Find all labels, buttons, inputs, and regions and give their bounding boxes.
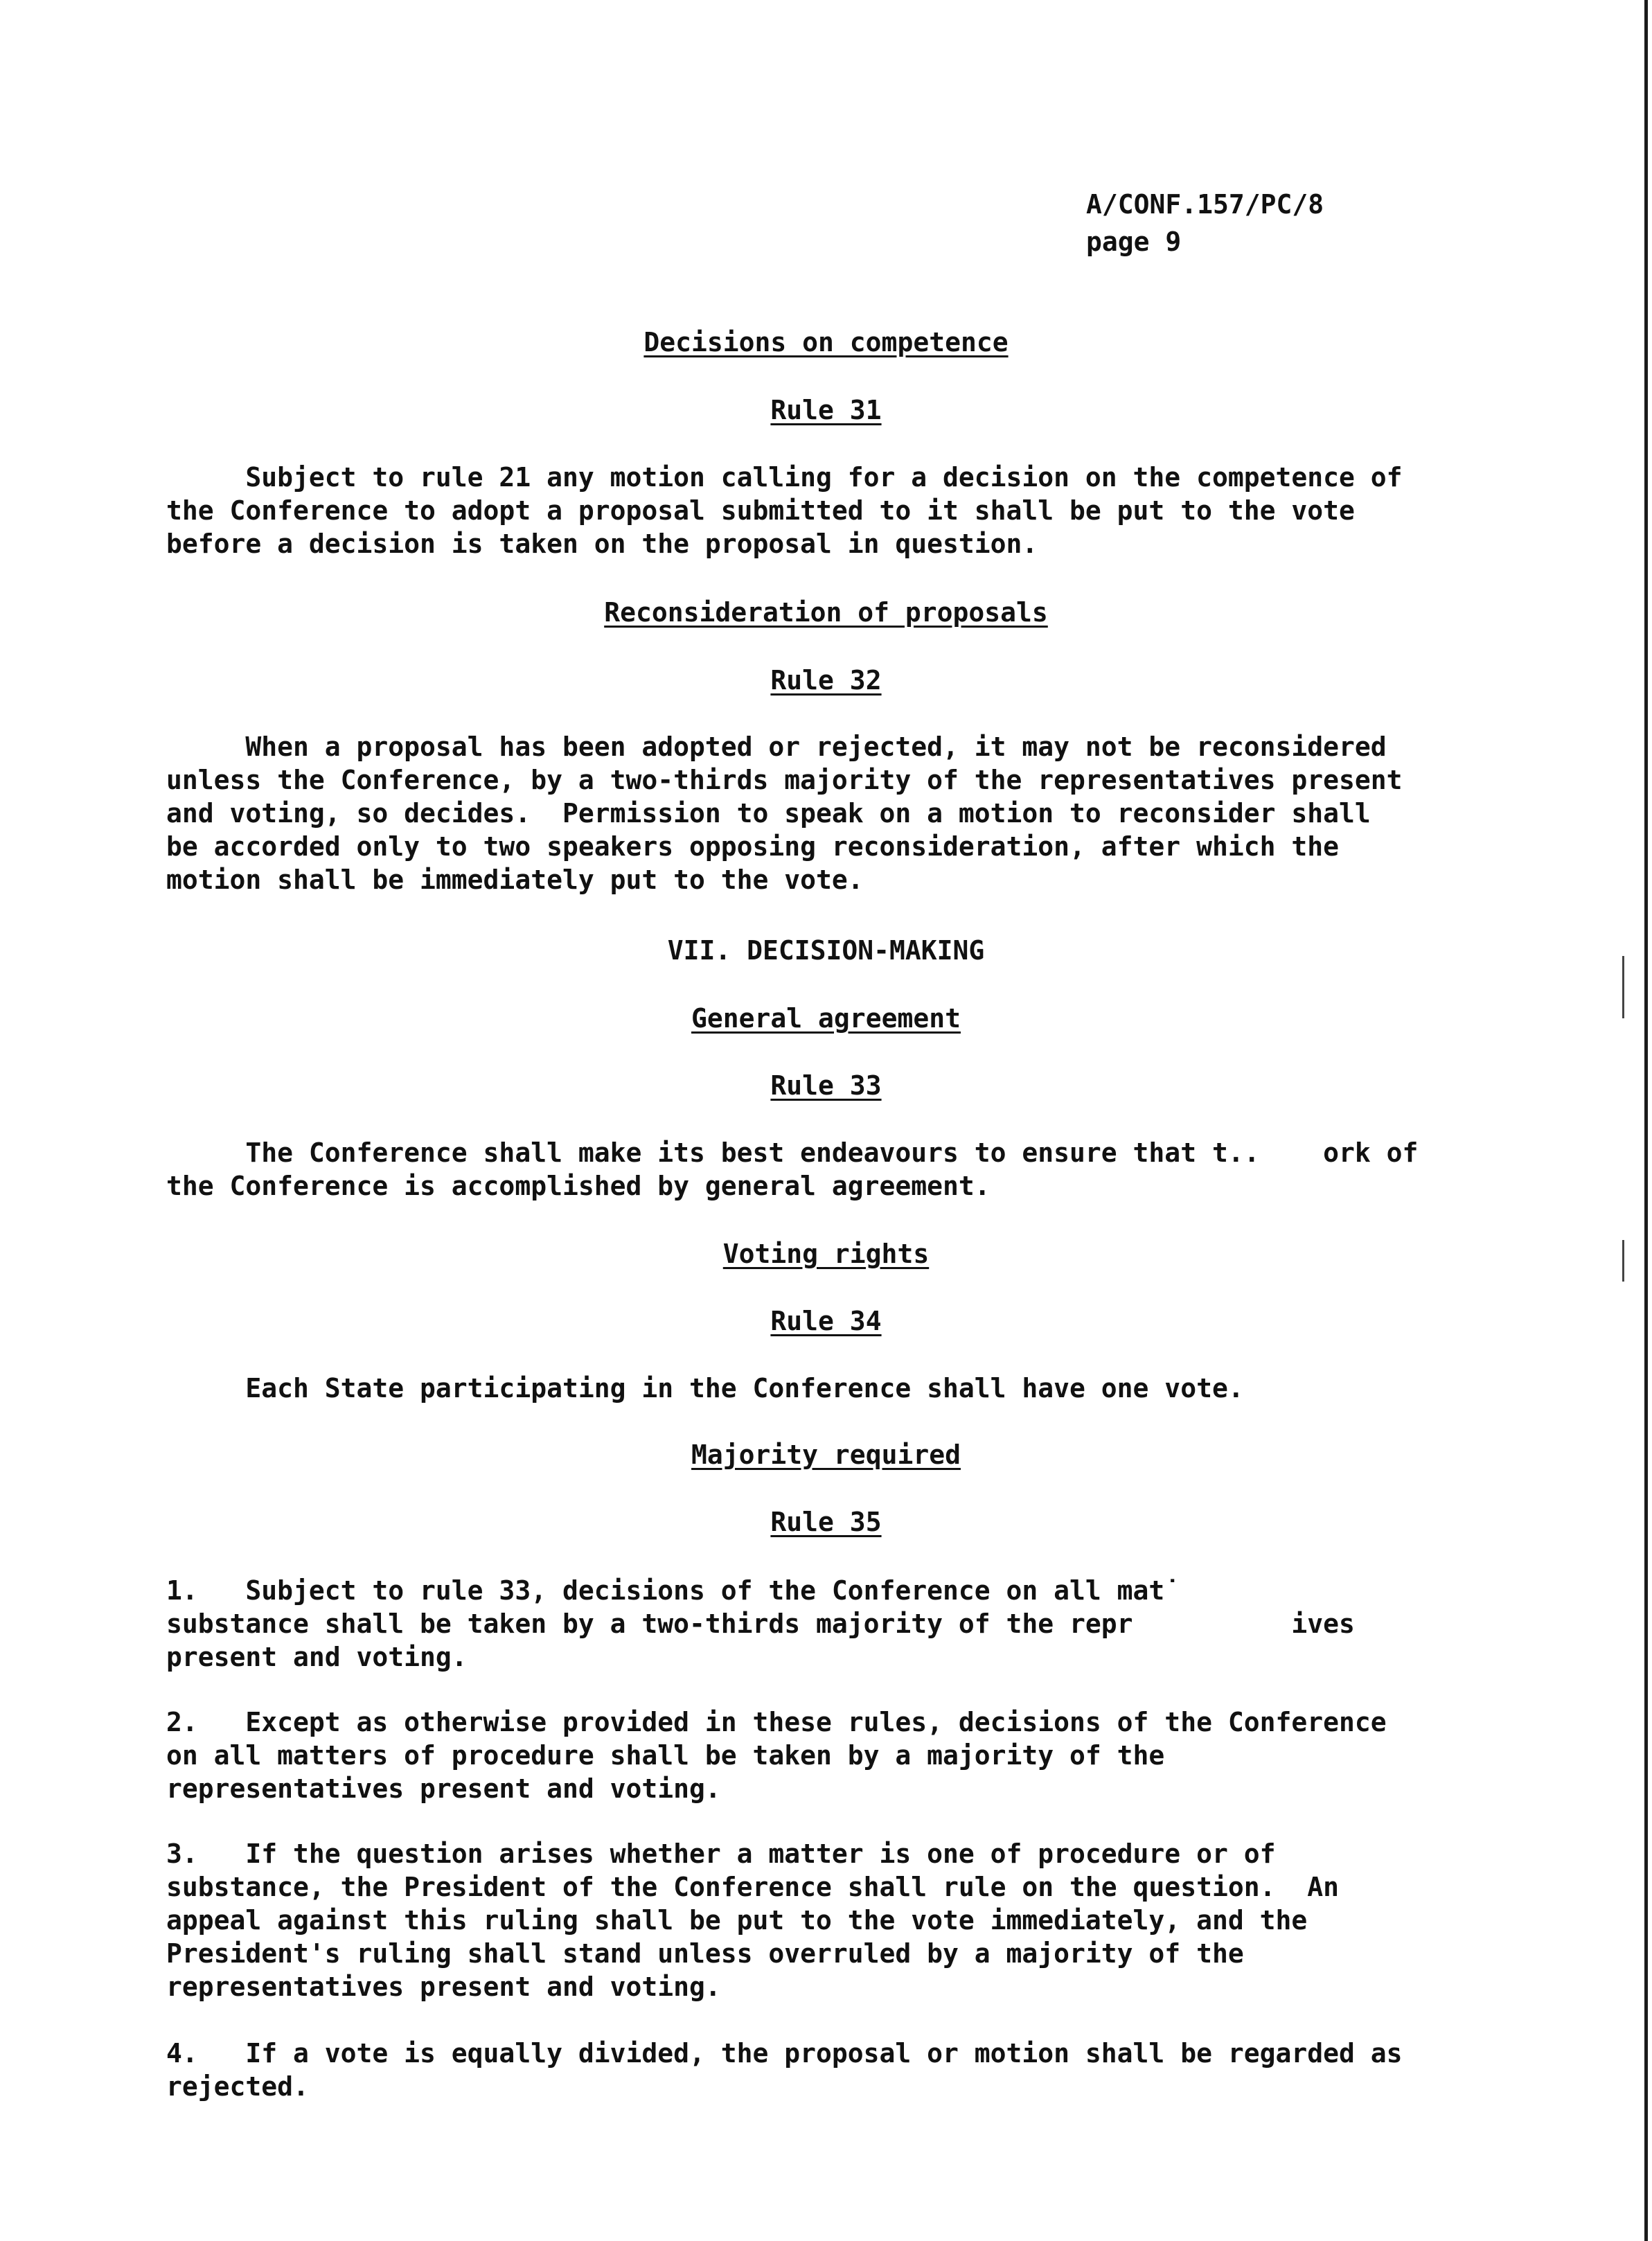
page-number: page 9 (1086, 227, 1182, 257)
rule-34-text (166, 1372, 1244, 1405)
document-header (1086, 186, 1324, 260)
text-line: 2. Except as otherwise provided in these rules, decisions of the Conference (166, 1707, 1387, 1737)
document-symbol: A/CONF.157/PC/8 (1086, 189, 1324, 220)
text-line: substance, the President of the Conference shall rule on the question. An (166, 1872, 1339, 1902)
text-line: motion shall be immediately put to the vote. (166, 865, 864, 895)
text-line: Each State participating in the Conference shall have one vote. (166, 1373, 1244, 1403)
text-line: The Conference shall make its best endeavours to ensure that t.. ork of (166, 1137, 1419, 1168)
text-line: substance shall be taken by a two-thirds majority of the repr ives (166, 1609, 1355, 1639)
text-line: the Conference is accomplished by general agreement. (166, 1171, 991, 1201)
section-heading: General agreement (691, 1003, 961, 1034)
text-line: 1. Subject to rule 33, decisions of the Conference on all mat˙ (166, 1575, 1181, 1606)
section-heading: Reconsideration of proposals (604, 597, 1048, 628)
text-line: unless the Conference, by a two-thirds majority of the representatives present (166, 765, 1403, 795)
text-line: When a proposal has been adopted or rejected, it may not be reconsidered (166, 732, 1387, 762)
rule-heading: Rule 32 (770, 665, 882, 696)
text-line: appeal against this ruling shall be put to the vote immediately, and the (166, 1905, 1308, 1936)
section-heading: Voting rights (722, 1239, 930, 1269)
text-line: Subject to rule 21 any motion calling for a decision on the competence of (166, 462, 1403, 493)
rule-33-text (166, 1136, 1418, 1203)
text-line: representatives present and voting. (166, 1972, 721, 2002)
rule-heading: Rule 34 (770, 1306, 882, 1336)
chapter-heading: VII. DECISION-MAKING (667, 935, 985, 966)
text-line: President's ruling shall stand unless overruled by a majority of the (166, 1938, 1244, 1969)
text-line: representatives present and voting. (166, 1773, 721, 1804)
rule-heading: Rule 31 (770, 395, 882, 425)
text-line: present and voting. (166, 1642, 468, 1672)
rule-35-paragraph-4 (166, 2037, 1402, 2103)
rule-32-text (166, 730, 1402, 896)
rule-35-paragraph-3 (166, 1837, 1339, 2003)
text-line: on all matters of procedure shall be taken by a majority of the (166, 1740, 1165, 1771)
rule-35-paragraph-1 (166, 1574, 1355, 1674)
rule-heading: Rule 35 (770, 1507, 882, 1537)
text-line: 4. If a vote is equally divided, the proposal or motion shall be regarded as (166, 2038, 1403, 2069)
text-line: 3. If the question arises whether a matter is one of procedure or of (166, 1839, 1276, 1869)
rule-heading: Rule 33 (770, 1070, 882, 1101)
text-line: before a decision is taken on the proposal in question. (166, 529, 1038, 559)
text-line: rejected. (166, 2071, 309, 2102)
text-line: the Conference to adopt a proposal submitted to it shall be put to the vote (166, 495, 1355, 526)
section-heading: Decisions on competence (643, 327, 1009, 357)
rule-35-paragraph-2 (166, 1706, 1387, 1805)
text-line: be accorded only to two speakers opposing reconsideration, after which the (166, 831, 1339, 862)
text-line: and voting, so decides. Permission to speak on a motion to reconsider shall (166, 798, 1371, 829)
section-heading: Majority required (691, 1440, 961, 1470)
rule-31-text (166, 461, 1402, 560)
